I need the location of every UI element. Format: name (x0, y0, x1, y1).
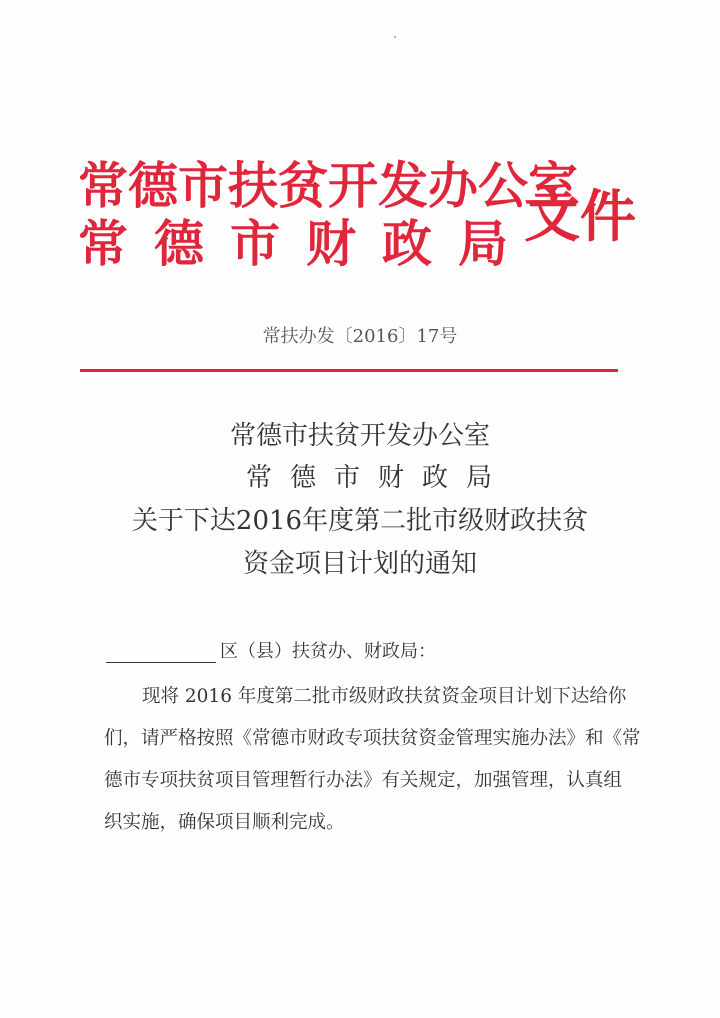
title-line-3: 关于下达2016年度第二批市级财政扶贫 (131, 506, 589, 536)
addressee (106, 637, 436, 663)
document-type-label: 文件 (524, 184, 636, 250)
document-number: 常扶办发〔2016〕17号 (262, 326, 458, 347)
title-line-2: 常德市财政局 (245, 463, 510, 493)
issuing-org-line-2: 常德市财政局 (78, 214, 534, 273)
addressee-blank-line (106, 642, 216, 663)
body-paragraph-line-3: 德市专项扶贫项目管理暂行办法》有关规定，加强管理，认真组 (104, 770, 623, 791)
body-paragraph-line-2: 们，请严格按照《常德市财政专项扶贫资金管理实施办法》和《常 (104, 728, 641, 749)
scan-speck (394, 36, 396, 38)
red-divider-line (80, 369, 618, 372)
title-line-4: 资金项目计划的通知 (242, 549, 477, 579)
body-paragraph-line-4: 织实施，确保项目顺利完成。 (104, 812, 345, 833)
body-paragraph-line-1: 现将 2016 年度第二批市级财政扶贫资金项目计划下达给你 (142, 686, 627, 707)
addressee-text: 区（县）扶贫办、财政局： (220, 641, 436, 662)
title-line-1: 常德市扶贫开发办公室 (229, 421, 490, 451)
issuing-org-line-1: 常德市扶贫开发办公室 (78, 156, 578, 215)
